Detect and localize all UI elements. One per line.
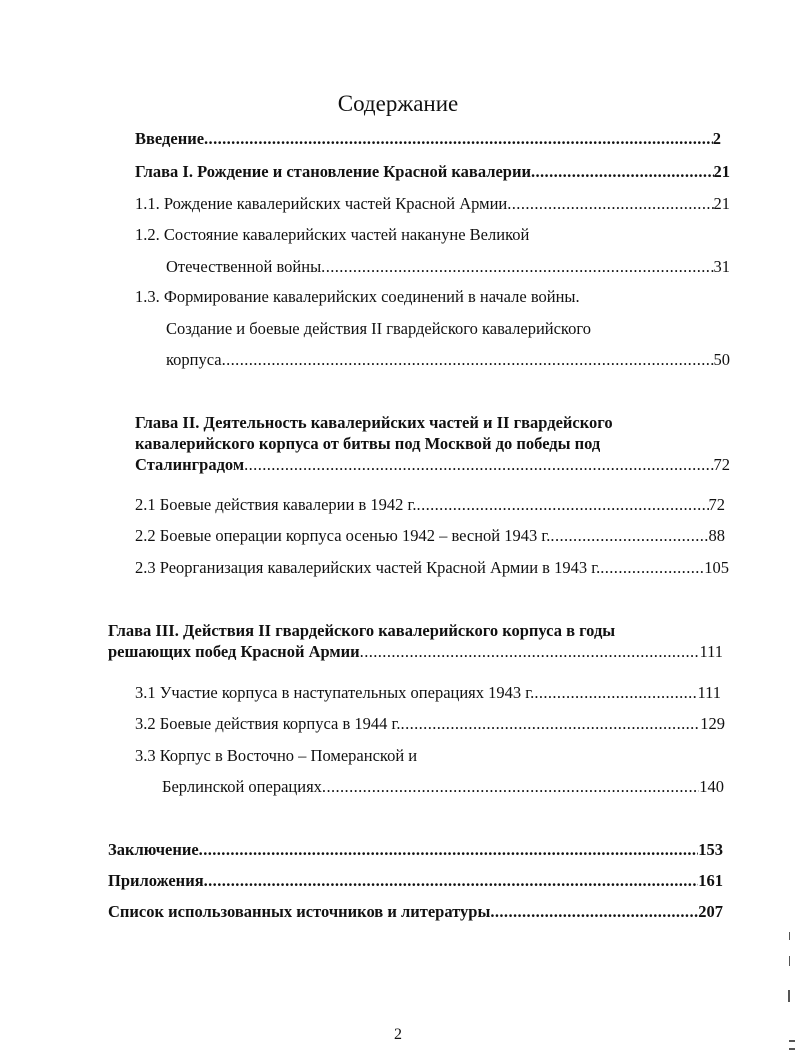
dot-leader [199,839,699,861]
toc-entry-1-2-line1[interactable] [135,224,529,246]
toc-entry-chapter-2[interactable] [135,454,730,476]
toc-entry-text: 1.2. Состояние кавалерийских частей накануне Великой [135,225,530,244]
dot-leader [322,776,699,798]
toc-entry-text: Глава II. Деятельность кавалерийских частей и II гвардейского [135,413,613,432]
toc-page-number: 88 [708,526,725,545]
toc-entry-3-3[interactable] [162,776,724,798]
dot-leader [507,193,713,215]
toc-page-number: 72 [708,495,725,514]
toc-entry-text: решающих побед Красной Армии [108,642,360,661]
toc-entry-chapter-2-line1[interactable] [135,412,613,434]
toc-page-number: 72 [713,455,730,474]
toc-page-number: 2 [712,129,721,148]
toc-entry-text: Список использованных источников и литературы [108,902,491,921]
toc-page-number: 207 [698,902,723,921]
toc-entry-text: 1.3. Формирование кавалерийских соединений в начале войны. [135,287,580,306]
toc-entry-1-3-line2[interactable] [166,318,591,340]
dot-leader [401,713,701,735]
toc-entry-text: 3.2 Боевые действия корпуса в 1944 г. [135,714,401,733]
page-title: Содержание [337,91,459,116]
toc-entry-2-3[interactable] [135,557,729,579]
toc-entry-appendices[interactable] [108,870,723,892]
toc-entry-chapter-2-line2[interactable] [135,433,600,455]
scan-artifact [789,932,790,940]
dot-leader [360,641,700,663]
toc-entry-text: Отечественной войны [166,257,322,276]
toc-entry-text: Приложения [108,871,204,890]
scan-artifact [789,1040,795,1042]
toc-entry-text: 2.3 Реорганизация кавалерийских частей Красной Армии в 1943 г. [135,558,601,577]
toc-entry-1-3-line1[interactable] [135,286,580,308]
toc-entry-3-2[interactable] [135,713,725,735]
dot-leader [417,494,709,516]
dot-leader [204,128,713,150]
toc-entry-text: Глава III. Действия II гвардейского кавалерийского корпуса в годы [108,621,616,640]
toc-entry-1-3[interactable] [166,349,730,371]
toc-entry-3-3-line1[interactable] [135,745,417,767]
toc-entry-text: Берлинской операциях [162,777,322,796]
toc-page-number: 140 [699,777,724,796]
dot-leader [600,557,704,579]
toc-entry-3-1[interactable] [135,682,721,704]
toc-entry-text: кавалерийского корпуса от битвы под Москвой до победы под [135,434,601,453]
toc-entry-1-1[interactable] [135,193,730,215]
scan-artifact [789,956,790,966]
scan-artifact [788,990,790,1002]
toc-page-number: 21 [713,162,730,181]
dot-leader [534,682,697,704]
toc-entry-chapter-3[interactable] [108,641,723,663]
toc-entry-text: Заключение [108,840,199,859]
toc-page-number: 153 [698,840,723,859]
toc-page-number: 111 [699,642,723,661]
toc-entry-text: 2.1 Боевые действия кавалерии в 1942 г. [135,495,417,514]
toc-page-number: 111 [697,683,721,702]
dot-leader [550,525,708,547]
toc-entry-2-1[interactable] [135,494,725,516]
dot-leader [531,161,714,183]
toc-page-number: 105 [704,558,729,577]
toc-entry-text: 3.1 Участие корпуса в наступательных операциях 1943 г. [135,683,535,702]
dot-leader [204,870,699,892]
toc-entry-1-2[interactable] [166,256,730,278]
toc-entry-chapter-3-line1[interactable] [108,620,615,642]
toc-page-number: 21 [713,194,730,213]
toc-entry-text: Глава I. Рождение и становление Красной кавалерии [135,162,531,181]
scan-artifact [789,1048,795,1050]
dot-leader [490,901,698,923]
toc-entry-text: 1.1. Рождение кавалерийских частей Красной Армии [135,194,508,213]
dot-leader [244,454,713,476]
dot-leader [321,256,713,278]
toc-entry-text: Сталинградом [135,455,245,474]
dot-leader [222,349,714,371]
toc-entry-2-2[interactable] [135,525,725,547]
toc-entry-text: Создание и боевые действия II гвардейского кавалерийского [166,319,591,338]
toc-page-number: 129 [700,714,725,733]
toc-page-number: 31 [713,257,730,276]
toc-entry-text: 2.2 Боевые операции корпуса осенью 1942 – весной 1943 г. [135,526,551,545]
toc-entry-text: корпуса [166,350,222,369]
toc-page-number: 50 [713,350,730,369]
toc-entry-text: 3.3 Корпус в Восточно – Померанской и [135,746,418,765]
toc-page-number: 161 [698,871,723,890]
toc-entry-sources[interactable] [108,901,723,923]
toc-entry-conclusion[interactable] [108,839,723,861]
page-number: 2 [394,1026,402,1043]
toc-entry-chapter-1[interactable] [135,161,730,183]
toc-entry-introduction[interactable] [135,128,721,150]
toc-entry-text: Введение [135,129,205,148]
